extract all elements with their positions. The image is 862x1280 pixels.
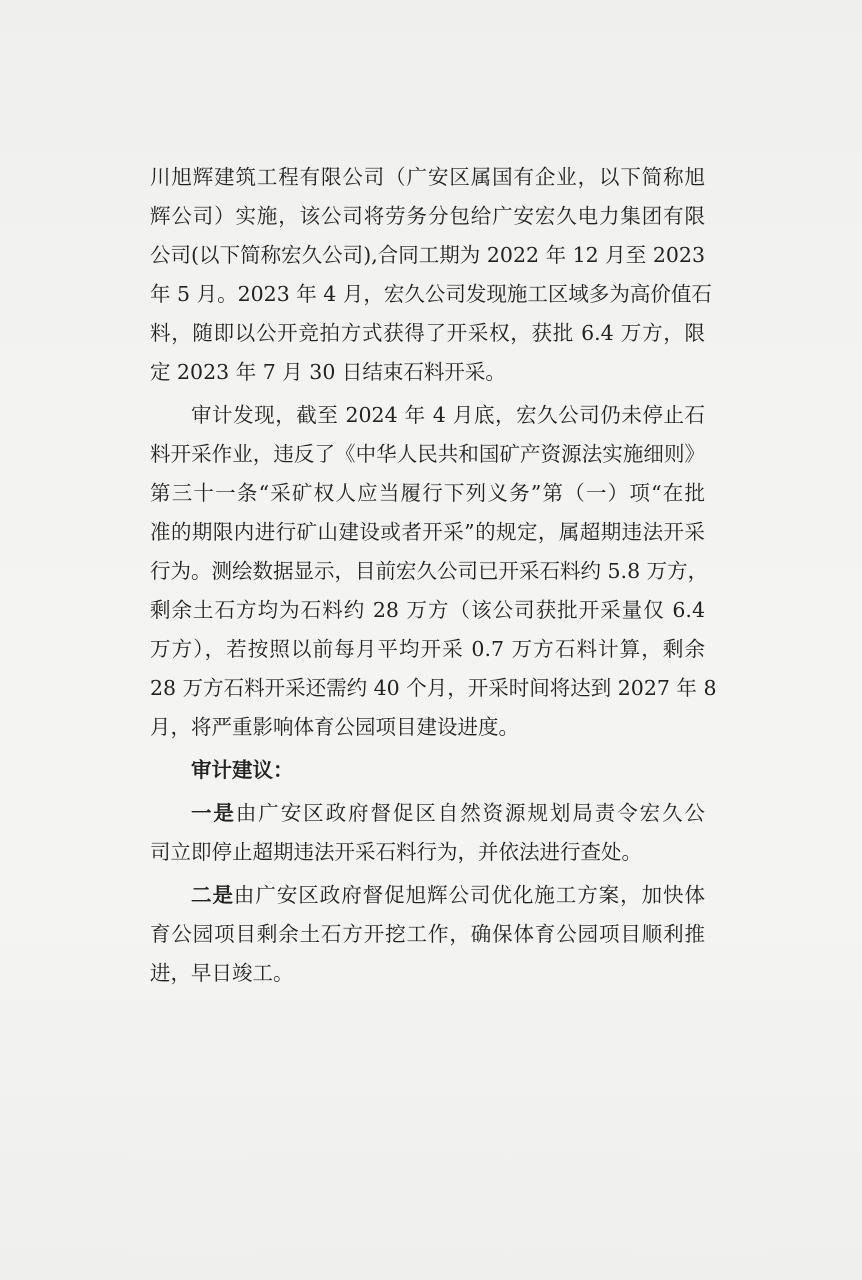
text-line: 司立即停止超期违法开采石料行为，并依法进行查处。 xyxy=(150,840,642,864)
text-line: 川旭辉建筑工程有限公司（广安区属国有企业，以下简称旭 xyxy=(150,165,705,189)
suggestion-1 xyxy=(150,794,705,872)
text-line xyxy=(150,876,705,915)
text-line: 月，将严重影响体育公园项目建设进度。 xyxy=(150,715,519,739)
text-line: 进，早日竣工。 xyxy=(150,961,294,985)
suggestion-2 xyxy=(150,876,705,993)
text-line: 公司(以下简称宏久公司),合同工期为 2022 年 12 月至 2023 xyxy=(150,243,705,267)
paragraph-2 xyxy=(150,396,717,747)
suggestion-text: 由广安区政府督促旭辉公司优化施工方案，加快体 xyxy=(233,883,706,907)
text-line: 28 万方石料开采还需约 40 个月，开采时间将达到 2027 年 8 xyxy=(150,676,717,700)
text-line: 定 2023 年 7 月 30 日结束石料开采。 xyxy=(150,360,506,384)
suggestion-lead: 一是 xyxy=(191,801,236,825)
document-body xyxy=(150,158,717,993)
text-line: 准的期限内进行矿山建设或者开采”的规定，属超期违法开采 xyxy=(150,520,705,544)
text-line: 年 5 月。2023 年 4 月，宏久公司发现施工区域多为高价值石 xyxy=(150,282,712,306)
text-line: 审计发现，截至 2024 年 4 月底，宏久公司仍未停止石 xyxy=(191,403,705,427)
suggestion-lead: 二是 xyxy=(191,883,234,907)
section-heading: 审计建议： xyxy=(191,758,294,782)
text-line: 料开采作业，违反了《中华人民共和国矿产资源法实施细则》 xyxy=(150,442,705,466)
text-line: 育公园项目剩余土石方开挖工作，确保体育公园项目顺利推 xyxy=(150,922,705,946)
paragraph-1 xyxy=(150,158,712,392)
text-line xyxy=(150,794,705,833)
text-line: 万方），若按照以前每月平均开采 0.7 万方石料计算，剩余 xyxy=(150,637,705,661)
text-line: 剩余土石方均为石料约 28 万方（该公司获批开采量仅 6.4 xyxy=(150,598,705,622)
text-line: 料，随即以公开竞拍方式获得了开采权，获批 6.4 万方，限 xyxy=(150,321,705,345)
text-line: 辉公司）实施，该公司将劳务分包给广安宏久电力集团有限 xyxy=(150,204,705,228)
suggestion-text: 由广安区政府督促区自然资源规划局责令宏久公 xyxy=(235,801,706,825)
text-line: 行为。测绘数据显示，目前宏久公司已开采石料约 5.8 万方， xyxy=(150,559,709,583)
text-line: 第三十一条“采矿权人应当履行下列义务”第（一）项“在批 xyxy=(150,481,705,505)
